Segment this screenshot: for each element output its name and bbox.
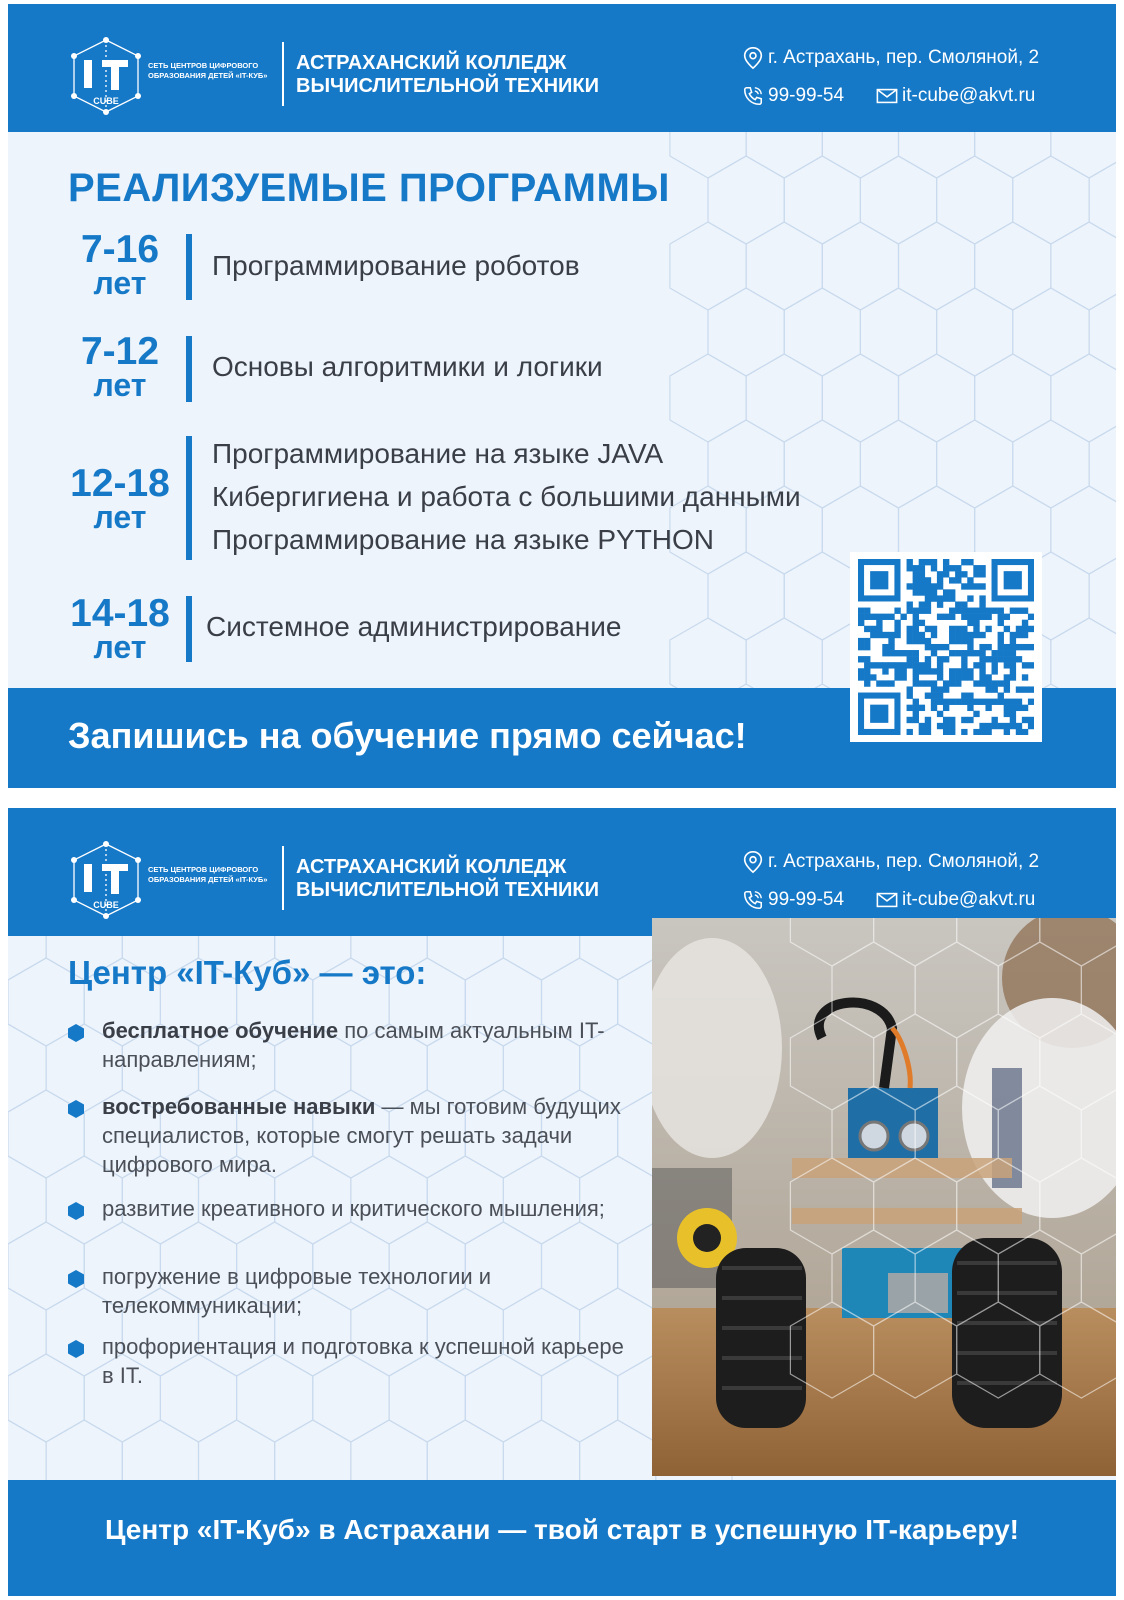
age-unit: лет	[93, 367, 147, 403]
bullet-bold: востребованные навыки	[102, 1094, 376, 1119]
email[interactable]	[876, 888, 1035, 912]
program-item: Системное администрирование	[206, 611, 622, 642]
program-item: Программирование роботов	[212, 250, 580, 281]
phone-icon	[742, 84, 764, 108]
mail-icon	[876, 888, 898, 912]
phone[interactable]	[742, 84, 844, 108]
list-item	[68, 1016, 628, 1074]
age-unit: лет	[93, 629, 147, 665]
footer-text: Центр «IT-Куб» в Астрахани — твой старт в успешную IT-карьеру!	[105, 1514, 1019, 1545]
logo-word: CUBE	[93, 900, 119, 910]
age-unit: лет	[93, 499, 147, 535]
address	[742, 46, 1039, 70]
program-item: Кибергигиена и работа с большими данными	[212, 481, 801, 512]
address	[742, 850, 1039, 874]
robot-photo-illustration	[652, 918, 1116, 1476]
list-item	[68, 1194, 628, 1223]
header-divider	[282, 42, 284, 106]
footer-banner	[8, 1480, 1116, 1596]
age-range: 12-18	[70, 462, 170, 505]
age-label	[60, 330, 180, 403]
logo-caption: СЕТЬ ЦЕНТРОВ ЦИФРОВОГО ОБРАЗОВАНИЯ ДЕТЕЙ «IT-КУБ»	[148, 61, 268, 80]
age-label	[60, 228, 180, 301]
college-name	[296, 856, 656, 902]
age-divider	[186, 596, 192, 662]
header-divider	[282, 846, 284, 910]
centre-title: Центр «IT-Куб» — это:	[68, 954, 427, 991]
age-label	[60, 592, 180, 665]
address-text: г. Астрахань, пер. Смоляной, 2	[768, 851, 1040, 872]
program-item: Основы алгоритмики и логики	[212, 351, 603, 382]
list-item	[68, 1092, 628, 1179]
programs-card	[8, 4, 1116, 788]
program-item: Программирование на языке PYTHON	[212, 524, 715, 555]
email-text: it-cube@akvt.ru	[902, 889, 1036, 910]
phone-text: 99-99-54	[768, 889, 845, 910]
email[interactable]	[876, 84, 1035, 108]
location-pin-icon	[742, 46, 764, 70]
age-label	[60, 462, 180, 535]
college-name	[296, 52, 656, 98]
hexagon-bullet-icon	[68, 1340, 84, 1358]
mail-icon	[876, 84, 898, 108]
bullet-text: погружение в цифровые технологии и телекоммуникации;	[102, 1264, 492, 1318]
program-item: Программирование на языке JAVA	[212, 438, 664, 469]
location-pin-icon	[742, 850, 764, 874]
list-item	[68, 1262, 628, 1320]
age-range: 14-18	[70, 592, 170, 635]
age-unit: лет	[93, 265, 147, 301]
phone-icon	[742, 888, 764, 912]
college-line-2: ВЫЧИСЛИТЕЛЬНОЙ ТЕХНИКИ	[296, 75, 599, 97]
logo-word: CUBE	[93, 96, 119, 106]
age-divider	[186, 436, 192, 560]
qr-code-pattern	[858, 559, 1034, 735]
programs-title: РЕАЛИЗУЕМЫЕ ПРОГРАММЫ	[68, 166, 670, 210]
list-item	[68, 1332, 628, 1390]
college-line-1: АСТРАХАНСКИЙ КОЛЛЕДЖ	[296, 856, 567, 878]
email-text: it-cube@akvt.ru	[902, 85, 1036, 106]
age-divider	[186, 336, 192, 402]
hexagon-bullet-icon	[68, 1270, 84, 1288]
phone[interactable]	[742, 888, 844, 912]
qr-code[interactable]	[850, 552, 1042, 742]
it-cube-logo	[66, 840, 146, 920]
it-cube-logo	[66, 36, 146, 116]
bullet-text: профориентация и подготовка к успешной карьере в IT.	[102, 1334, 624, 1388]
phone-text: 99-99-54	[768, 85, 845, 106]
age-range: 7-16	[80, 228, 160, 271]
bullet-text: по самым актуальным IT-направлениям;	[102, 1018, 605, 1072]
robot-photo	[652, 918, 1116, 1476]
college-line-1: АСТРАХАНСКИЙ КОЛЛЕДЖ	[296, 52, 567, 74]
hexagon-bullet-icon	[68, 1202, 84, 1220]
address-text: г. Астрахань, пер. Смоляной, 2	[768, 47, 1040, 68]
centre-card	[8, 808, 1116, 1596]
bullet-text: развитие креативного и критического мышления;	[102, 1196, 605, 1221]
hexagon-bullet-icon	[68, 1024, 84, 1042]
header	[8, 808, 1116, 936]
cta-text: Запишись на обучение прямо сейчас!	[68, 715, 747, 756]
age-range: 7-12	[80, 330, 160, 373]
bullet-text: — мы готовим будущих специалистов, которые смогут решать задачи цифрового мира.	[102, 1094, 621, 1177]
header	[8, 4, 1116, 132]
logo-caption: СЕТЬ ЦЕНТРОВ ЦИФРОВОГО ОБРАЗОВАНИЯ ДЕТЕЙ «IT-КУБ»	[148, 865, 268, 884]
hexagon-bullet-icon	[68, 1100, 84, 1118]
age-divider	[186, 234, 192, 300]
college-line-2: ВЫЧИСЛИТЕЛЬНОЙ ТЕХНИКИ	[296, 879, 599, 901]
bullet-bold: бесплатное обучение	[102, 1018, 339, 1043]
